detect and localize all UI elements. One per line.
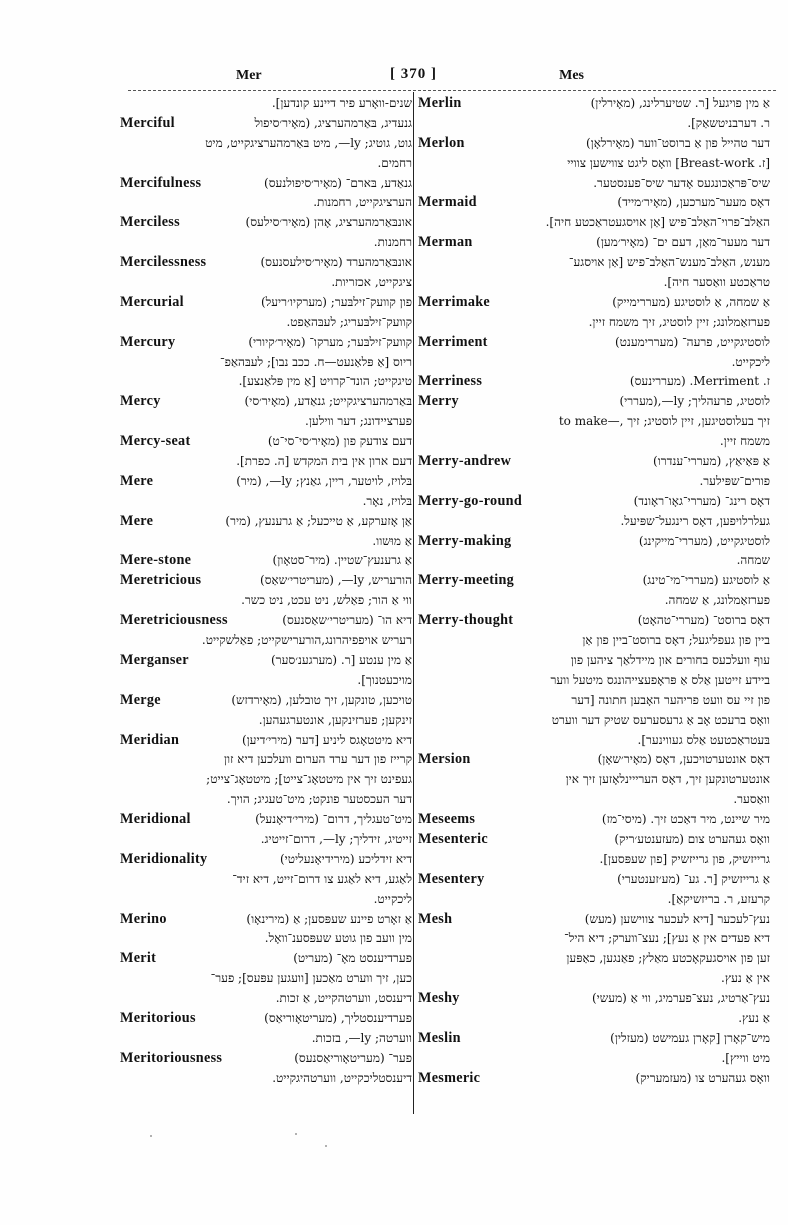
dictionary-entry xyxy=(418,750,770,810)
headword: Meretriciousness xyxy=(120,612,228,629)
yiddish-definition: דער טהייל פון אַ ברוסט־ווער (מאָירלאָן) xyxy=(585,135,770,150)
entry-line xyxy=(418,392,770,412)
entry-line xyxy=(418,1029,770,1049)
entry-line xyxy=(120,731,412,751)
yiddish-definition: ר. דערבניטשאַק]. xyxy=(687,115,770,130)
yiddish-definition: דאָס מעער־מערכען, (מאָיר׳מייד) xyxy=(617,195,770,210)
headword: Mermaid xyxy=(418,194,477,211)
headword: Merry xyxy=(418,393,459,410)
yiddish-definition: אונבּאַרמהערציג, אָהן (מאָיר׳סילעס) xyxy=(245,215,412,230)
dictionary-entry xyxy=(120,253,412,293)
entry-line xyxy=(418,551,770,571)
dictionary-entry xyxy=(120,850,412,910)
entry-line xyxy=(418,631,770,651)
entry-line xyxy=(120,512,412,532)
entry-line xyxy=(120,969,412,989)
headword: Merry-andrew xyxy=(418,453,512,470)
entry-line xyxy=(418,830,770,850)
headword: Mere xyxy=(120,512,154,529)
dictionary-entry xyxy=(120,114,412,174)
entry-line xyxy=(418,591,770,611)
headword: Merriness xyxy=(418,373,483,390)
yiddish-definition: אַ מין ענטע [ר. (מערגענ׳סער) xyxy=(271,652,412,667)
yiddish-definition: הורעריש, ly—, (מעריטרי׳שאַס) xyxy=(260,573,412,588)
yiddish-definition: לוסטיג, פרעהליך; ly—,(מעררי) xyxy=(619,394,770,409)
yiddish-definition: וואַסער. xyxy=(733,792,770,807)
yiddish-definition: ווערטה; ly—, בזכות. xyxy=(311,1030,412,1045)
entry-line xyxy=(120,233,412,253)
entry-line xyxy=(418,1069,770,1089)
entry-line xyxy=(418,154,770,174)
entry-line xyxy=(418,114,770,134)
dictionary-entry xyxy=(418,571,770,611)
yiddish-definition: וואָס ברעכט אָב אַ גרעסערעס שטיק דער ווערט xyxy=(551,712,770,727)
dictionary-entry xyxy=(418,830,770,870)
yiddish-definition: כען, זיך ווערט מאַכען [וועגען עפּעס]; פער־ xyxy=(210,971,412,986)
entry-line xyxy=(418,969,770,989)
yiddish-definition: דאָס אונטערטויכען, דאָס (מאָיר׳שאָן) xyxy=(597,752,770,767)
dictionary-entry xyxy=(418,1029,770,1069)
yiddish-definition: אַ פּאַיאַץ, (מעררי־ענדרו) xyxy=(653,454,770,469)
yiddish-definition: דיא הו־ (מעריטרי׳שאַסנעס) xyxy=(282,613,412,628)
entry-line xyxy=(120,452,412,472)
entry-line xyxy=(120,591,412,611)
yiddish-definition: דער מעער־מאַן, דעם ים־ (מאָיר׳מען) xyxy=(596,235,770,250)
yiddish-definition: מיט־טעגליך, דרום־ (מירי׳דיאָנעל) xyxy=(255,812,412,827)
yiddish-definition: אַן אָזערקע, אַ טייכעל; אַ גרענעץ, (מיר) xyxy=(225,513,412,528)
yiddish-definition: פערציידונג; דער ווילען. xyxy=(305,414,412,429)
yiddish-definition: בּאַרמהערציגקייט; גנאַדע, (מאָיר׳סי) xyxy=(244,394,412,409)
page-number: [ 370 ] xyxy=(390,66,437,82)
yiddish-definition: ווי אַ הור; פאַלש, ניט עכט, ניט כשר. xyxy=(241,593,412,608)
yiddish-definition: דעם צודעק פון (מאָיר׳סי־סי־ט) xyxy=(267,434,412,449)
entry-line xyxy=(418,989,770,1009)
yiddish-definition: to make—, זיך בעלוסטיגען, זיין לוסטיג; זיך xyxy=(558,414,770,429)
header-rule xyxy=(128,90,776,92)
yiddish-definition: ז. Merriment. (מעררינעס) xyxy=(629,374,770,389)
entry-line xyxy=(418,492,770,512)
dictionary-entry xyxy=(418,193,770,233)
right-guide-word: Mes xyxy=(559,68,584,83)
dictionary-entry xyxy=(120,551,412,571)
dictionary-entry xyxy=(418,1069,770,1089)
entry-line xyxy=(120,293,412,313)
entry-line xyxy=(120,193,412,213)
yiddish-definition: [ז. Breast-work] וואָס ליגט צווישען צוויי xyxy=(567,155,770,170)
yiddish-definition: עוף וועלכעס בחורים און מיידלאַך ציהען פון xyxy=(570,652,770,667)
entry-line xyxy=(120,253,412,273)
dictionary-entry xyxy=(120,731,412,811)
dictionary-entry xyxy=(120,691,412,731)
entry-line xyxy=(418,691,770,711)
entry-line xyxy=(120,631,412,651)
entry-line xyxy=(120,929,412,949)
entry-line xyxy=(418,174,770,194)
yiddish-definition: ביידע זייטען אַלס אַ פּראָפעצייהונגס מיטעל ווער xyxy=(550,672,770,687)
dictionary-entry xyxy=(120,910,412,950)
yiddish-definition: מיט ווייץ]. xyxy=(721,1050,770,1065)
entry-line xyxy=(120,154,412,174)
entry-line xyxy=(418,611,770,631)
headword: Merlin xyxy=(418,95,462,111)
entry-line xyxy=(418,512,770,532)
entry-line xyxy=(120,770,412,790)
headword: Meretricious xyxy=(120,572,202,589)
dictionary-entry xyxy=(120,392,412,432)
scan-speck xyxy=(150,1135,152,1137)
dictionary-entry xyxy=(418,392,770,452)
dictionary-entry xyxy=(418,611,770,750)
yiddish-definition: האַלב־פרוי־האַלב־פיש [אַן אויסגעטראַכטע חיה]. xyxy=(545,215,770,230)
headword: Merry-thought xyxy=(418,612,514,629)
headword: Mere-stone xyxy=(120,552,192,569)
entry-line xyxy=(120,989,412,1009)
dictionary-entry xyxy=(120,949,412,1009)
headword: Mercy-seat xyxy=(120,433,191,450)
dictionary-entry xyxy=(120,94,412,114)
headword: Merganser xyxy=(120,651,189,668)
right-column xyxy=(418,94,770,1089)
headword: Mercury xyxy=(120,333,176,350)
yiddish-definition: פערדיענסט מאָ־ (מעריט) xyxy=(293,951,412,966)
entry-line xyxy=(120,949,412,969)
yiddish-definition: לאַגע, דיא לאַגע צו דרום־זייט, דיא זיד־ xyxy=(232,871,412,886)
entry-line xyxy=(120,551,412,571)
entry-line xyxy=(418,213,770,233)
entry-line xyxy=(120,810,412,830)
yiddish-definition: דאָס רינג־ (מעררי־גאָו־ראָונד) xyxy=(633,493,770,508)
headword: Mesenteric xyxy=(418,830,488,847)
entry-line xyxy=(418,412,770,432)
headword: Mercurial xyxy=(120,293,184,310)
entry-line xyxy=(418,193,770,213)
entry-line xyxy=(418,731,770,751)
dictionary-entry xyxy=(120,293,412,333)
entry-line xyxy=(120,313,412,333)
entry-line xyxy=(418,452,770,472)
headword: Merry-go-round xyxy=(418,492,523,509)
entry-line xyxy=(120,651,412,671)
entry-line xyxy=(120,134,412,154)
dictionary-entry xyxy=(418,532,770,572)
entry-line xyxy=(120,174,412,194)
dictionary-entry xyxy=(120,810,412,850)
yiddish-definition: געפינט זיך אין מיטטאָג־צייט]; מיטטאָג־צייט; xyxy=(206,772,412,787)
yiddish-definition: רחמנות. xyxy=(373,235,412,250)
entry-line xyxy=(418,671,770,691)
entry-line xyxy=(120,711,412,731)
yiddish-definition: קרעזע, ר. בריזשיקאַ]. xyxy=(667,891,770,906)
headword: Merrimake xyxy=(418,293,491,310)
headword: Mesentery xyxy=(418,870,485,887)
entry-line xyxy=(120,372,412,392)
headword: Merlon xyxy=(418,134,465,151)
entry-line xyxy=(120,870,412,890)
yiddish-definition: אַ לוסטיגע (מעררי־מי־טינג) xyxy=(642,573,770,588)
yiddish-definition: ליכקייט. xyxy=(373,891,412,906)
dictionary-entry xyxy=(418,452,770,492)
entry-line xyxy=(120,691,412,711)
yiddish-definition: קרייז פון דער ערד הערום וועלכען דיא זון xyxy=(224,752,412,767)
yiddish-definition: פער־ (מעריטאָוריאַסנעס) xyxy=(294,1050,412,1065)
entry-line xyxy=(120,611,412,631)
yiddish-definition: בּלויז, לויטער, ריין, גאַנץ; ly—, (מיר) xyxy=(236,473,412,488)
running-head xyxy=(230,66,590,88)
dictionary-entry xyxy=(418,134,770,194)
entry-line xyxy=(418,293,770,313)
entry-line xyxy=(418,770,770,790)
entry-line xyxy=(418,273,770,293)
headword: Merciless xyxy=(120,214,180,231)
yiddish-definition: טראַכטע וואַסער חיה]. xyxy=(663,275,770,290)
headword: Mersion xyxy=(418,751,471,768)
yiddish-definition: נעץ־אַרטיג, נעצ־פערמיג, ווי אַ (מעשי) xyxy=(591,991,770,1006)
yiddish-definition: שמחה. xyxy=(736,553,770,568)
headword: Meridional xyxy=(120,811,191,828)
headword: Mesh xyxy=(418,910,453,927)
entry-line xyxy=(120,412,412,432)
entry-line xyxy=(120,671,412,691)
dictionary-entry xyxy=(120,611,412,651)
yiddish-definition: גנאַדע, בּארם־ (מאָיר׳סיפולנעס) xyxy=(264,175,412,190)
entry-line xyxy=(120,94,412,114)
entry-line xyxy=(120,273,412,293)
yiddish-definition: אַ גרענעץ־שטיין. (מיר־סטאָון) xyxy=(272,553,412,568)
entry-line xyxy=(418,233,770,253)
headword: Mercy xyxy=(120,393,161,410)
yiddish-definition: מענש, האַלב־מענש־האַלב־פיש [אַן אויסגע־ xyxy=(568,255,770,270)
entry-line xyxy=(418,929,770,949)
entry-line xyxy=(418,1009,770,1029)
dictionary-entry xyxy=(418,372,770,392)
entry-line xyxy=(120,790,412,810)
entry-line xyxy=(418,372,770,392)
entry-line xyxy=(418,790,770,810)
yiddish-definition: ריוס [אַ פּלאַנעט—ח. ככב נבו]; לעבּהאַפ־ xyxy=(219,354,412,369)
dictionary-entry xyxy=(418,333,770,373)
entry-line xyxy=(418,949,770,969)
headword: Mercilessness xyxy=(120,254,207,271)
yiddish-definition: דיענסט, ווערטהקייט, אַ זכות. xyxy=(275,991,412,1006)
entry-line xyxy=(120,850,412,870)
yiddish-definition: רעריש אויפפיהרונג,הורערישקייט; פאַלשקייט. xyxy=(201,633,412,648)
column-divider xyxy=(413,92,414,1114)
dictionary-entry xyxy=(120,213,412,253)
dictionary-entry xyxy=(120,1049,412,1089)
yiddish-definition: אַ זאָרט פיינע שעפּסען; אַ (מירינאָו) xyxy=(246,911,412,926)
yiddish-definition: בּעטראַכטעט אַלס געווינער]. xyxy=(637,732,770,747)
entry-line xyxy=(418,94,770,114)
yiddish-definition: לוסטיגקייט, (מעררי־מייקינג) xyxy=(638,533,770,548)
yiddish-definition: פערזאַמלונג, אַ שמחה. xyxy=(664,593,770,608)
yiddish-definition: דאָס ברוסט־ (מעררי־טהאָט) xyxy=(637,613,770,628)
entry-line xyxy=(418,134,770,154)
entry-line xyxy=(418,1049,770,1069)
entry-line xyxy=(120,213,412,233)
dictionary-entry xyxy=(418,94,770,134)
entry-line xyxy=(418,472,770,492)
yiddish-definition: געלרלויפען, דאָס רינגעל־שפּיעל. xyxy=(620,513,770,528)
headword: Mercifulness xyxy=(120,174,202,191)
yiddish-definition: קוועק־זילבּער; מערקו־ (מאָיר׳קיורי) xyxy=(248,334,412,349)
left-guide-word: Mer xyxy=(236,68,262,83)
scan-speck xyxy=(295,1133,297,1135)
yiddish-definition: גנעדיג, בּאַרמהערציג, (מאָיר׳סיפול xyxy=(254,115,412,130)
entry-line xyxy=(418,850,770,870)
entry-line xyxy=(418,253,770,273)
yiddish-definition: טויכען, טונקען, זיך טובלען, (מאָירדזש) xyxy=(231,692,412,707)
entry-line xyxy=(120,830,412,850)
dictionary-entry xyxy=(120,512,412,552)
headword: Merino xyxy=(120,910,167,927)
yiddish-definition: רחמים. xyxy=(377,155,412,170)
entry-line xyxy=(418,532,770,552)
entry-line xyxy=(120,890,412,910)
yiddish-definition: פורים־שפּילער. xyxy=(699,473,770,488)
yiddish-definition: ביין פון געפליגעל; דאָס ברוסט־ביין פון אַן xyxy=(582,633,770,648)
headword: Merciful xyxy=(120,114,175,131)
dictionary-entry xyxy=(418,233,770,293)
yiddish-definition: פון זיי עס וועט פריהער האָבען חתונה [דער xyxy=(571,692,770,707)
dictionary-entry xyxy=(120,333,412,393)
yiddish-definition: שנים-וואָרע פיר דיינע קונדען]. xyxy=(271,96,412,110)
headword: Mesmeric xyxy=(418,1069,481,1086)
yiddish-definition: דער העכסטער פונקט; מיט־טעגיג; הויך. xyxy=(226,792,412,807)
dictionary-entry xyxy=(120,472,412,512)
entry-line xyxy=(120,1009,412,1029)
yiddish-definition: מיש־קאָרן [קאָרן געמישט (מעזלין) xyxy=(610,1030,770,1045)
headword: Mere xyxy=(120,472,154,489)
entry-line xyxy=(418,810,770,830)
entry-line xyxy=(418,333,770,353)
yiddish-definition: זינקען; פערזינקען, אונטערגעהען. xyxy=(258,712,412,727)
entry-line xyxy=(418,313,770,333)
entry-line xyxy=(120,492,412,512)
yiddish-definition: דעם ארון אין בית המקדש [ה. כפרת]. xyxy=(236,454,412,469)
yiddish-definition: גוט, גוטיג; ly—, מיט בּאַרמהערציגקייט, מיט xyxy=(205,135,412,150)
yiddish-definition: זען פון אויסגעקאָכטע מאַלץ; פאַנגען, כאַפּען xyxy=(566,951,770,966)
headword: Merge xyxy=(120,691,161,708)
yiddish-definition: אַ גרייזשיק [ר. גע־ (מע׳זענטערי) xyxy=(617,871,770,886)
headword: Meridionality xyxy=(120,850,208,867)
dictionary-entry xyxy=(120,1009,412,1049)
yiddish-definition: פערדיענסטליך, (מעריטאָוריאַס) xyxy=(264,1010,412,1025)
left-column xyxy=(120,94,412,1089)
entry-line xyxy=(120,1069,412,1089)
entry-line xyxy=(120,910,412,930)
yiddish-definition: פערזאַמלונג; זיין לוסטיג, זיך משמח זיין. xyxy=(588,314,770,329)
dictionary-entry xyxy=(418,293,770,333)
headword: Merry-making xyxy=(418,532,512,549)
headword: Meritorious xyxy=(120,1009,196,1026)
dictionary-entry xyxy=(418,870,770,910)
yiddish-definition: אַ מוּשוו. xyxy=(372,533,412,548)
yiddish-definition: אונטערטונקען זיך, דאָס הערייינלאָזען זיך אין xyxy=(565,772,770,787)
yiddish-definition: אַ נעץ. xyxy=(738,1010,770,1025)
entry-line xyxy=(418,651,770,671)
dictionary-entry xyxy=(418,492,770,532)
yiddish-definition: פון קוועק־זילבּער; (מערקיו׳ריעל) xyxy=(260,294,412,309)
dictionary-entry xyxy=(418,910,770,990)
scan-speck xyxy=(325,1145,327,1147)
yiddish-definition: מין וועב פון גוטע שעפּסענ־וואָל. xyxy=(264,931,412,946)
yiddish-definition: משמח זיין. xyxy=(719,434,770,449)
yiddish-definition: גרייזשיק, פון גרייזשיק [פון שעפּסען]. xyxy=(599,851,770,866)
dictionary-entry xyxy=(120,432,412,472)
yiddish-definition: אַ מין פויגעל [ר. שטיערלינג, (מאָירלין) xyxy=(590,96,770,110)
headword: Meseems xyxy=(418,811,476,828)
entry-line xyxy=(120,1049,412,1069)
yiddish-definition: וואָס געהערט צו (מעזמעריק) xyxy=(635,1070,770,1085)
yiddish-definition: בּלויז, נאָר. xyxy=(362,493,412,508)
entry-line xyxy=(418,571,770,591)
dictionary-entry xyxy=(120,174,412,214)
entry-line xyxy=(120,472,412,492)
yiddish-definition: דיא זידליכע (מירידיאָנעליטי) xyxy=(279,851,412,866)
entry-line xyxy=(120,1029,412,1049)
headword: Merry-meeting xyxy=(418,572,515,589)
entry-line xyxy=(120,750,412,770)
yiddish-definition: מיר שיינט, מיר דאַכט זיך. (מיסי־מז) xyxy=(601,812,770,827)
yiddish-definition: מויכעטנוך]. xyxy=(357,672,412,687)
entry-line xyxy=(120,353,412,373)
dictionary-entry xyxy=(120,571,412,611)
entry-line xyxy=(120,114,412,134)
entry-line xyxy=(418,432,770,452)
yiddish-definition: אַ שמחה, אַ לוסטיגע (מעררימייק) xyxy=(612,294,770,309)
headword: Meridian xyxy=(120,731,180,748)
dictionary-entry xyxy=(418,989,770,1029)
headword: Meritoriousness xyxy=(120,1049,223,1066)
yiddish-definition: טיגקייט; הונד־קרויט [אַ מין פּלאַנצע]. xyxy=(238,374,412,389)
headword: Merriment xyxy=(418,333,488,350)
yiddish-definition: ליכקייט. xyxy=(731,354,770,369)
entry-line xyxy=(120,532,412,552)
yiddish-definition: ציגקייט, אכזריות. xyxy=(331,275,412,290)
entry-line xyxy=(120,571,412,591)
entry-line xyxy=(120,432,412,452)
entry-line xyxy=(418,711,770,731)
entry-line xyxy=(120,333,412,353)
headword: Meslin xyxy=(418,1029,461,1046)
headword: Merit xyxy=(120,950,157,967)
entry-line xyxy=(418,353,770,373)
yiddish-definition: לוסטיגקייט, פרעה־ (מעררימענט) xyxy=(615,334,770,349)
yiddish-definition: קוועק־זילבּעריג; לעבּהאַפט. xyxy=(286,314,412,329)
yiddish-definition: אין אַ נעץ. xyxy=(721,971,770,986)
yiddish-definition: דיא מיטטאָגס ליניע [דער (מירי׳דיען) xyxy=(241,732,412,747)
yiddish-definition: הערציגקייט, רחמנות. xyxy=(313,195,412,210)
yiddish-definition: דיענסטליכקייט, ווערטהיגקייט. xyxy=(272,1070,412,1085)
yiddish-definition: זייטיג, זידליך; ly—, דרום־זייטיג. xyxy=(260,831,412,846)
dictionary-entry xyxy=(120,651,412,691)
headword: Meshy xyxy=(418,990,460,1007)
entry-line xyxy=(418,870,770,890)
yiddish-definition: שיס־פּראַכונגעס אָדער שיס־פענסטער. xyxy=(593,175,770,190)
entry-line xyxy=(120,392,412,412)
entry-line xyxy=(418,750,770,770)
entry-line xyxy=(418,890,770,910)
headword: Merman xyxy=(418,234,473,251)
yiddish-definition: אונבּאַרמהערד (מאָיר׳סילעסנעס) xyxy=(260,255,412,270)
yiddish-definition: נעץ־לעכער [דיא לעכער צווישען (מעש) xyxy=(584,911,770,926)
dictionary-entry xyxy=(418,810,770,830)
entry-line xyxy=(418,910,770,930)
yiddish-definition: וואָס געהערט צום (מעזענטע׳ריק) xyxy=(614,831,770,846)
yiddish-definition: דיא פעדים אין אַ נעץ]; נעצ־ווערק; דיא היל־ xyxy=(564,931,770,946)
